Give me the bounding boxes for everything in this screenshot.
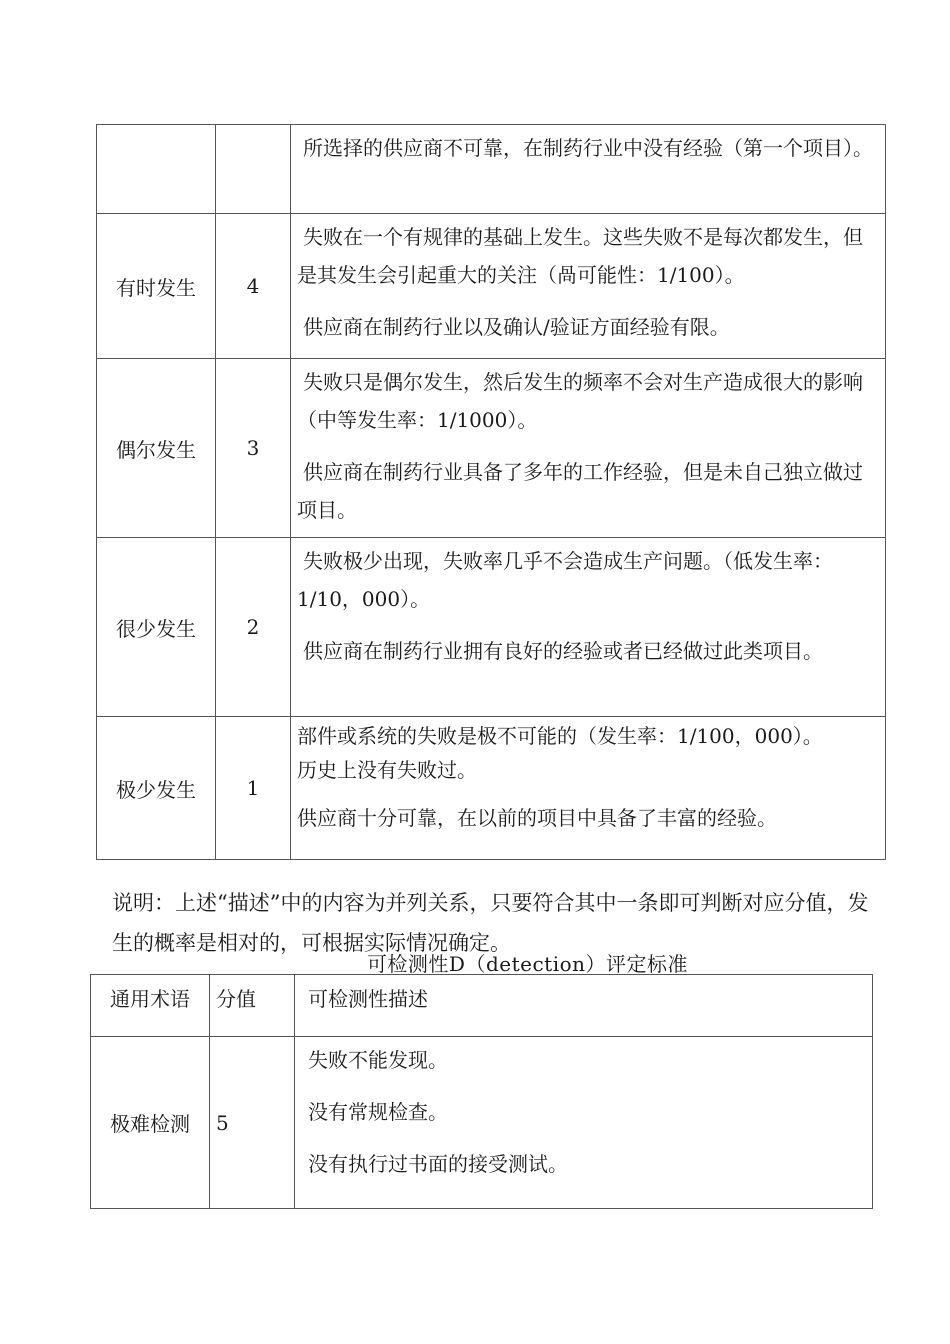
- term-cell: 极少发生: [97, 717, 216, 860]
- term-cell: 很少发生: [97, 538, 216, 717]
- description-cell: [291, 538, 886, 717]
- description-line: 没有常规检查。: [308, 1100, 448, 1124]
- description-line: 失败不能发现。: [308, 1048, 448, 1072]
- score-cell: [216, 125, 291, 214]
- score-cell: 5: [210, 1037, 295, 1209]
- description-cell: [295, 1037, 873, 1209]
- description-line: 失败极少出现，失败率几乎不会造成生产问题。（低发生率：1/10，000）。: [297, 549, 833, 611]
- table-row: [97, 717, 886, 860]
- score-cell: 4: [216, 214, 291, 359]
- score-cell: 1: [216, 717, 291, 860]
- description-cell: [291, 717, 886, 860]
- table-row: [97, 538, 886, 717]
- description-line: 供应商在制药行业拥有良好的经验或者已经做过此类项目。: [303, 639, 823, 663]
- score-cell: 2: [216, 538, 291, 717]
- term-cell: 极难检测: [91, 1037, 210, 1209]
- header-term: 通用术语: [91, 975, 210, 1037]
- term-cell: [97, 125, 216, 214]
- detection-table: [90, 974, 873, 1209]
- description-line: 所选择的供应商不可靠，在制药行业中没有经验（第一个项目）。: [303, 136, 873, 160]
- table-header-row: [91, 975, 873, 1037]
- table-row: [97, 125, 886, 214]
- description-cell: [291, 125, 886, 214]
- description-cell: [291, 359, 886, 538]
- description-line: 历史上没有失败过。: [297, 758, 477, 782]
- table-row: [91, 1037, 873, 1209]
- occurrence-table: [96, 124, 886, 860]
- term-cell: 有时发生: [97, 214, 216, 359]
- term-cell: 偶尔发生: [97, 359, 216, 538]
- description-cell: [291, 214, 886, 359]
- description-line: 供应商在制药行业以及确认/验证方面经验有限。: [303, 315, 730, 339]
- score-cell: 3: [216, 359, 291, 538]
- table-row: [97, 359, 886, 538]
- description-line: 没有执行过书面的接受测试。: [308, 1152, 568, 1176]
- table-row: [97, 214, 886, 359]
- description-line: 失败只是偶尔发生，然后发生的频率不会对生产造成很大的影响（中等发生率：1/1000）。: [297, 370, 863, 432]
- header-description: 可检测性描述: [295, 975, 873, 1037]
- description-line: 部件或系统的失败是极不可能的（发生率：1/100，000）。: [297, 724, 823, 748]
- description-line: 失败在一个有规律的基础上发生。这些失败不是每次都发生，但是其发生会引起重大的关注（咼可能性：1/100）。: [297, 225, 863, 287]
- description-line: 供应商在制药行业具备了多年的工作经验，但是未自己独立做过项目。: [297, 460, 863, 522]
- detection-table-caption: 可检测性D（detection）评定标准: [366, 952, 689, 976]
- header-score: 分值: [210, 975, 295, 1037]
- explanation-note: 说明：上述“描述”中的内容为并列关系，只要符合其中一条即可判断对应分值，发生的概率是相对的，可根据实际情况确定。: [112, 891, 869, 955]
- description-line: 供应商十分可靠，在以前的项目中具备了丰富的经验。: [297, 806, 777, 830]
